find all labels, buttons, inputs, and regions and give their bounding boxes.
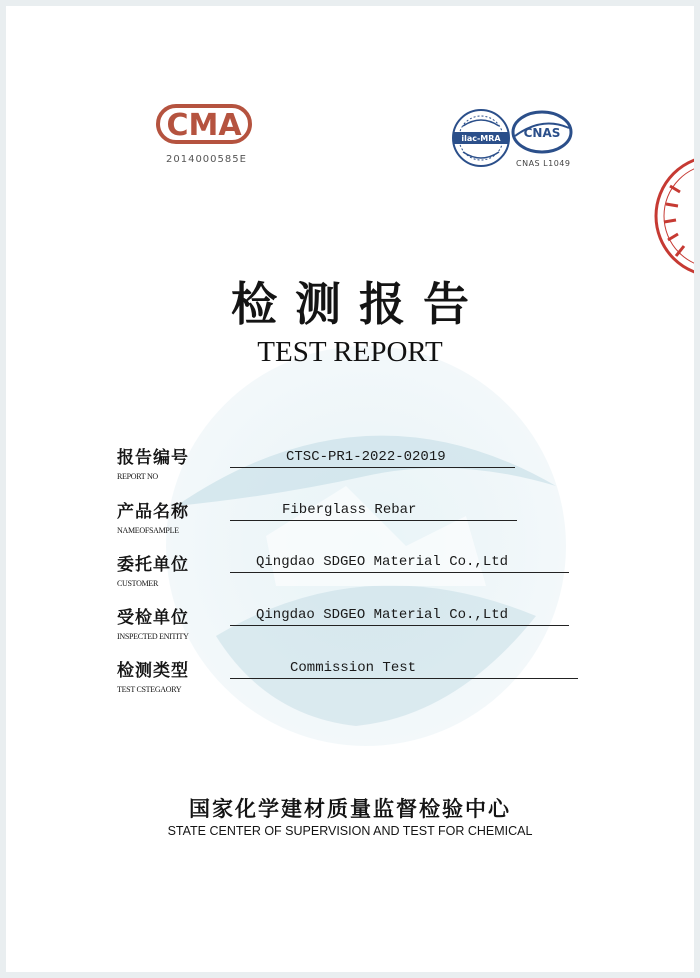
watermark-emblem xyxy=(156,336,576,756)
inspected-entity-label-en: INSPECTED ENITITY xyxy=(117,632,189,641)
customer-value: Qingdao SDGEO Material Co.,Ltd xyxy=(230,554,569,573)
cma-logo-icon xyxy=(156,102,252,146)
cnas-logo-icon xyxy=(511,110,573,160)
report-title-chinese: 检测报告 xyxy=(231,277,487,331)
cma-logo-text: CMA xyxy=(166,108,242,143)
test-category-value: Commission Test xyxy=(230,660,578,679)
customer-label-cn: 委托单位 xyxy=(117,555,189,575)
sample-name-value: Fiberglass Rebar xyxy=(230,502,517,521)
cnas-certificate-code: CNAS L1049 xyxy=(516,159,571,168)
ilac-mra-logo-icon xyxy=(449,108,513,168)
report-no-value: CTSC-PR1-2022-02019 xyxy=(230,449,515,468)
test-category-label-cn: 检测类型 xyxy=(117,661,189,681)
customer-label-en: CUSTOMER xyxy=(117,579,159,588)
report-title-english: TEST REPORT xyxy=(257,336,443,368)
cma-certificate-code: 2014000585E xyxy=(166,154,247,165)
issuing-organization-english: STATE CENTER OF SUPERVISION AND TEST FOR CHEMICAL xyxy=(167,824,533,838)
test-category-label-en: TEST CSTEGAORY xyxy=(117,685,182,694)
issuing-organization-chinese: 国家化学建材质量监督检验中心 xyxy=(189,797,511,821)
sample-name-label-cn: 产品名称 xyxy=(117,502,189,522)
report-no-label-en: REPORT NO xyxy=(117,472,158,481)
inspected-entity-value: Qingdao SDGEO Material Co.,Ltd xyxy=(230,607,569,626)
cnas-logo-text: CNAS xyxy=(523,126,561,140)
inspected-entity-label-cn: 受检单位 xyxy=(117,608,189,628)
sample-name-label-en: NAMEOFSAMPLE xyxy=(117,526,179,535)
report-no-label-cn: 报告编号 xyxy=(117,448,189,468)
report-cover-page xyxy=(6,6,694,972)
svg-text:ilac-MRA: ilac-MRA xyxy=(461,134,501,143)
